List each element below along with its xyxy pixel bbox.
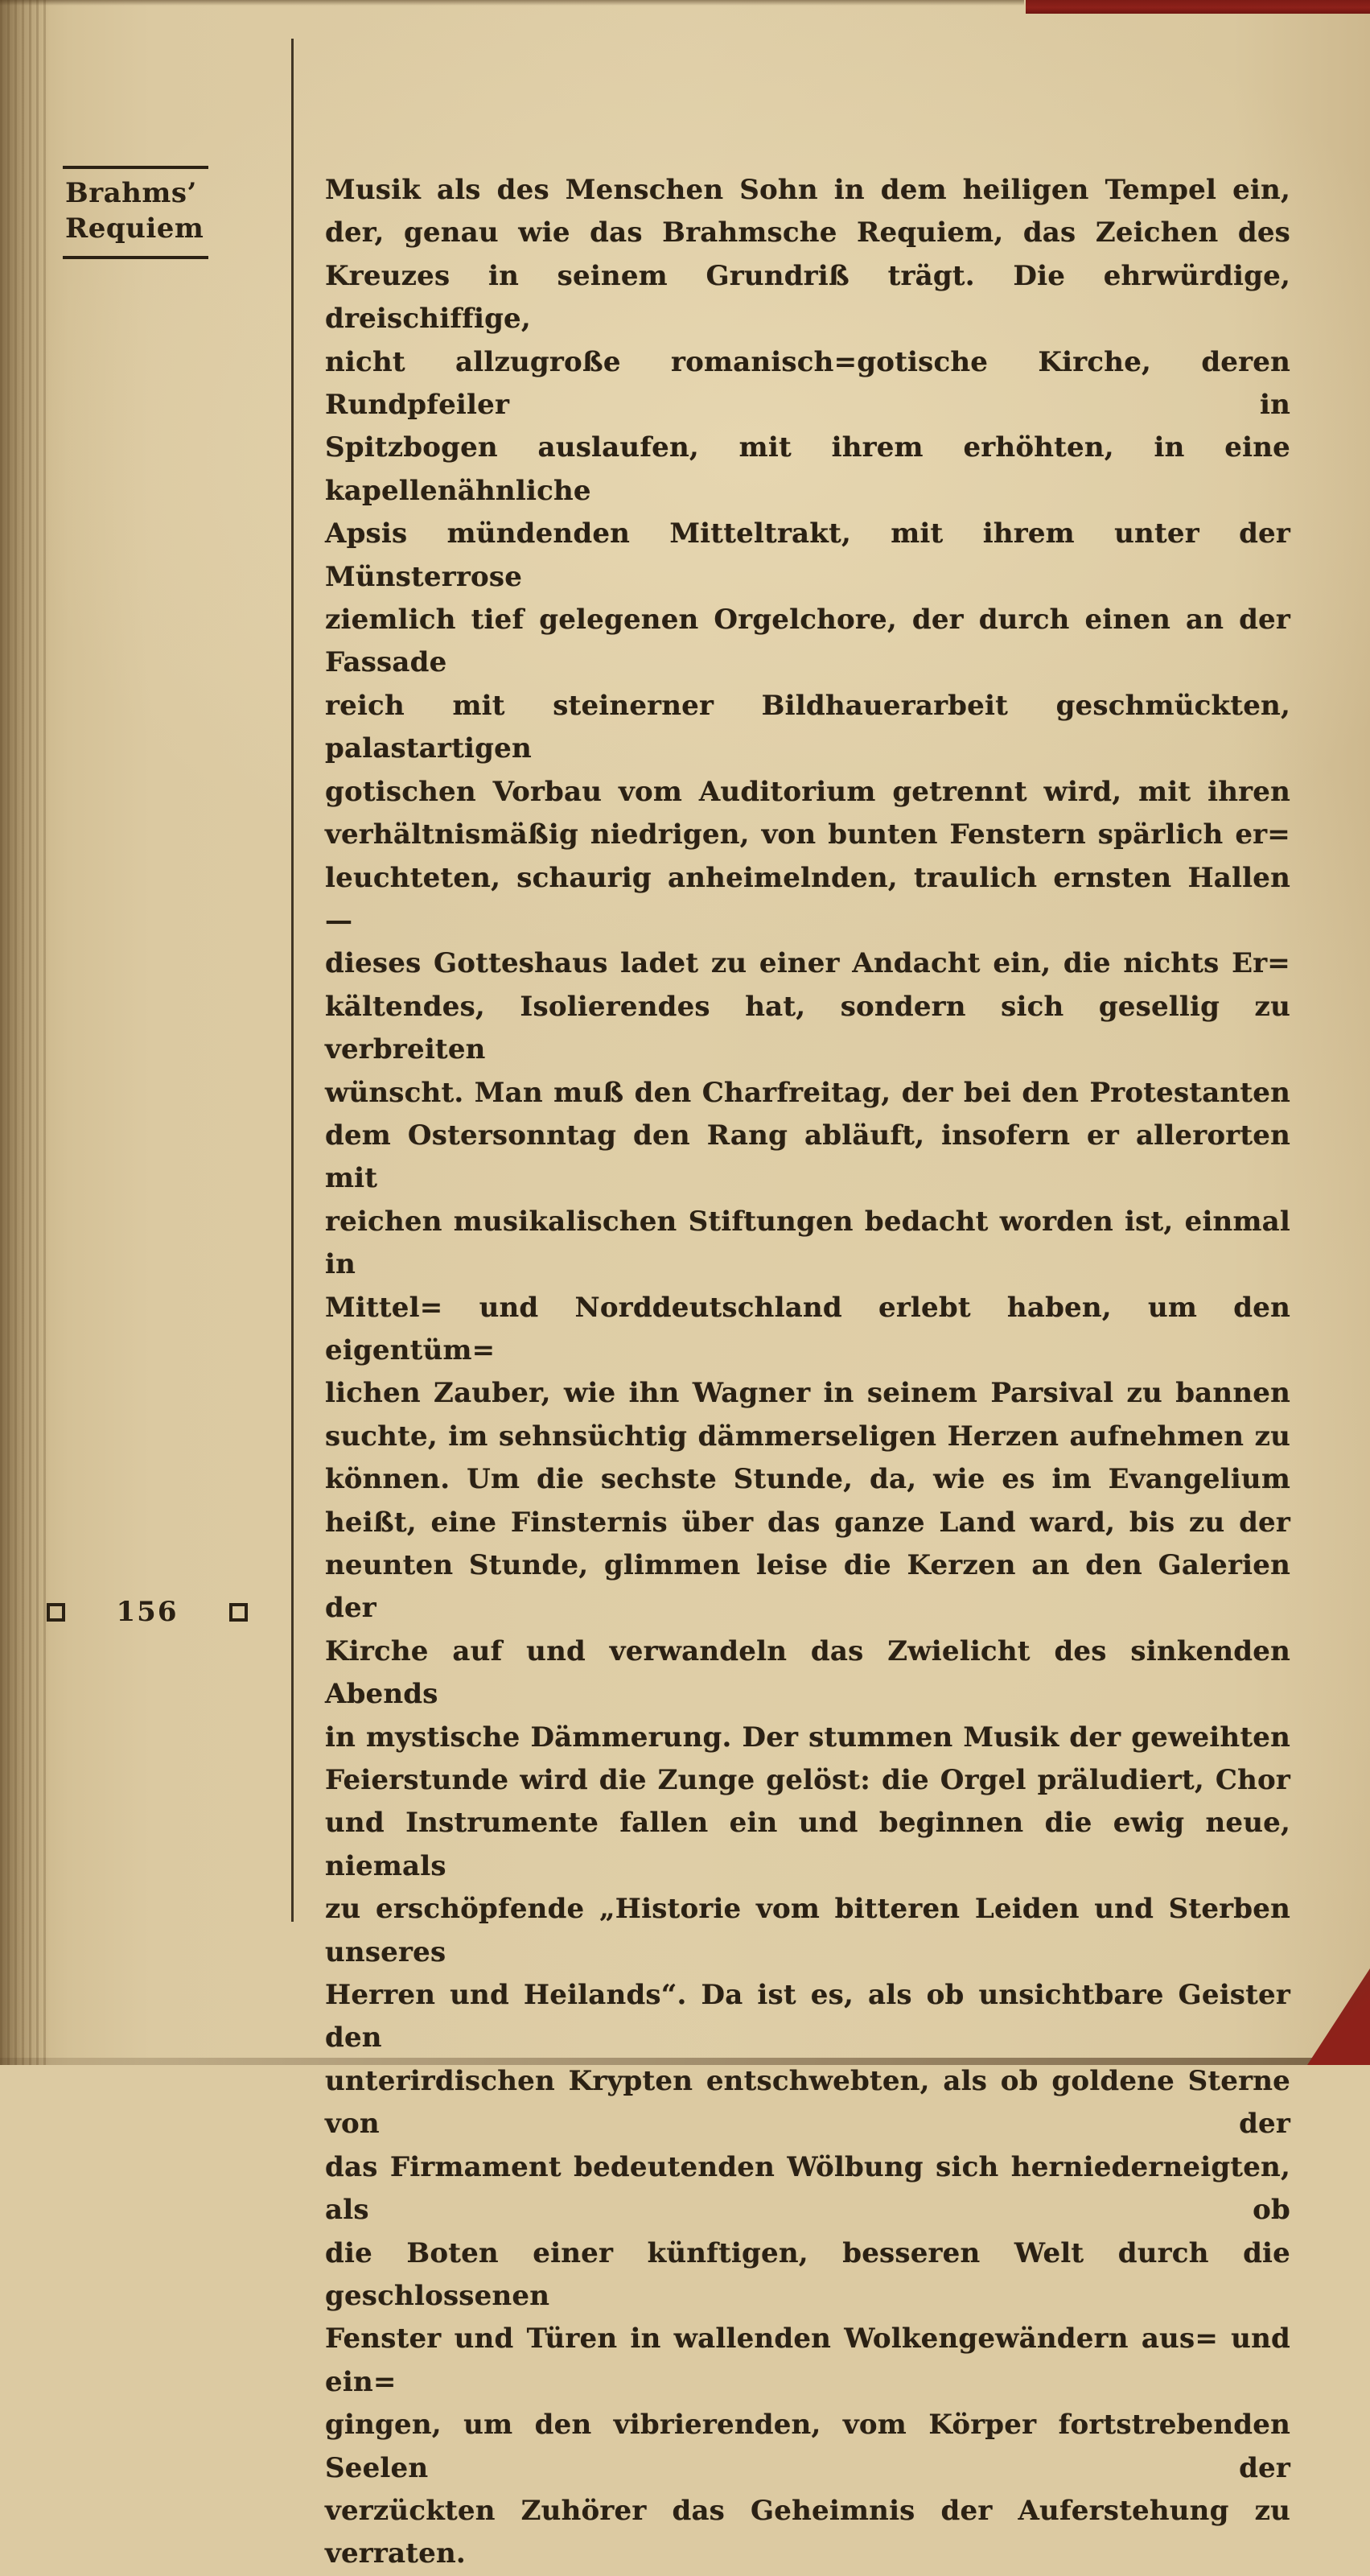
open-square-ornament-right xyxy=(229,1603,248,1622)
text-line: das Firmament bedeutenden Wölbung sich herniederneigten, als ob xyxy=(325,2150,1290,2227)
text-line: die Boten einer künftigen, besseren Welt durch die geschlossenen xyxy=(325,2236,1290,2312)
text-line: unterirdischen Krypten entschwebten, als ob goldene Sterne von der xyxy=(325,2064,1290,2141)
text-line: Kreuzes in seinem Grundriß trägt. Die ehrwürdige, dreischiffige, xyxy=(325,259,1290,336)
text-line: ziemlich tief gelegenen Orgelchore, der durch einen an der Fassade xyxy=(325,604,1290,679)
text-line: Feierstunde wird die Zunge gelöst: die Orgel präludiert, Chor xyxy=(325,1764,1290,1797)
text-line: reich mit steinerner Bildhauerarbeit geschmückten, palastartigen xyxy=(325,689,1290,765)
page-top-edge xyxy=(0,0,1024,6)
text-line: Fenster und Türen in wallenden Wolkengewändern aus= und ein= xyxy=(325,2323,1290,2398)
text-line: und Instrumente fallen ein und beginnen die ewig neue, niemals xyxy=(325,1807,1290,1882)
margin-note xyxy=(63,166,208,259)
text-line: Apsis mündenden Mitteltrakt, mit ihrem unter der Münsterrose xyxy=(325,517,1290,593)
margin-note-line-2: Requiem xyxy=(65,212,204,245)
text-line: der, genau wie das Brahmsche Requiem, das Zeichen des xyxy=(325,216,1290,249)
book-cover-strip-bottom-right xyxy=(1307,1968,1370,2065)
folio-row xyxy=(47,1595,248,1629)
text-line: nicht allzugroße romanisch=gotische Kirche, deren Rundpfeiler in xyxy=(325,345,1290,422)
text-line: Kirche auf und verwandeln das Zwielicht des sinkenden Abends xyxy=(325,1634,1290,1711)
open-square-ornament-left xyxy=(47,1603,65,1622)
text-line: in mystische Dämmerung. Der stummen Musik der geweihten xyxy=(325,1721,1290,1754)
text-line: Musik als des Menschen Sohn in dem heiligen Tempel ein, xyxy=(325,174,1290,206)
margin-column-rule xyxy=(291,39,294,1922)
text-line: verzückten Zuhörer das Geheimnis der Auferstehung zu verraten. xyxy=(325,2494,1290,2570)
text-line: leuchteten, schaurig anheimelnden, traulich ernsten Hallen — xyxy=(325,861,1290,937)
text-block xyxy=(325,169,1290,2576)
book-cover-strip-top xyxy=(1026,0,1370,14)
text-line: gingen, um den vibrierenden, vom Körper fortstrebenden Seelen der xyxy=(325,2409,1290,2484)
text-line: lichen Zauber, wie ihn Wagner in seinem Parsival zu bannen xyxy=(325,1377,1290,1410)
text-line: dieses Gotteshaus ladet zu einer Andacht ein, die nichts Er= xyxy=(325,947,1290,980)
text-line: können. Um die sechste Stunde, da, wie es im Evangelium xyxy=(325,1463,1290,1496)
text-line: suchte, im sehnsüchtig dämmerseligen Herzen aufnehmen zu xyxy=(325,1420,1290,1453)
margin-note-line-1: Brahms’ xyxy=(65,177,197,209)
text-line: wünscht. Man muß den Charfreitag, der bei den Protestanten xyxy=(325,1076,1290,1109)
text-line: Mittel= und Norddeutschland erlebt haben, um den eigentüm= xyxy=(325,1291,1290,1366)
text-line: Herren und Heilands“. Da ist es, als ob unsichtbare Geister den xyxy=(325,1979,1290,2055)
text-line: gotischen Vorbau vom Auditorium getrennt wird, mit ihren xyxy=(325,775,1290,808)
text-line: Spitzbogen auslaufen, mit ihrem erhöhten, in eine kapellenähnliche xyxy=(325,431,1290,507)
text-line: kältendes, Isolierendes hat, sondern sich gesellig zu verbreiten xyxy=(325,990,1290,1066)
text-line: verhältnismäßig niedrigen, von bunten Fenstern spärlich er= xyxy=(325,818,1290,851)
text-line: reichen musikalischen Stiftungen bedacht worden ist, einmal in xyxy=(325,1205,1290,1281)
page-number: 156 xyxy=(116,1596,179,1628)
text-line: dem Ostersonntag den Rang abläuft, insofern er allerorten mit xyxy=(325,1119,1290,1195)
binding-edge xyxy=(0,0,50,2065)
text-line: heißt, eine Finsternis über das ganze Land ward, bis zu der xyxy=(325,1506,1290,1539)
text-line: zu erschöpfende „Historie vom bitteren Leiden und Sterben unseres xyxy=(325,1893,1290,1968)
text-line: neunten Stunde, glimmen leise die Kerzen an den Galerien der xyxy=(325,1549,1290,1625)
